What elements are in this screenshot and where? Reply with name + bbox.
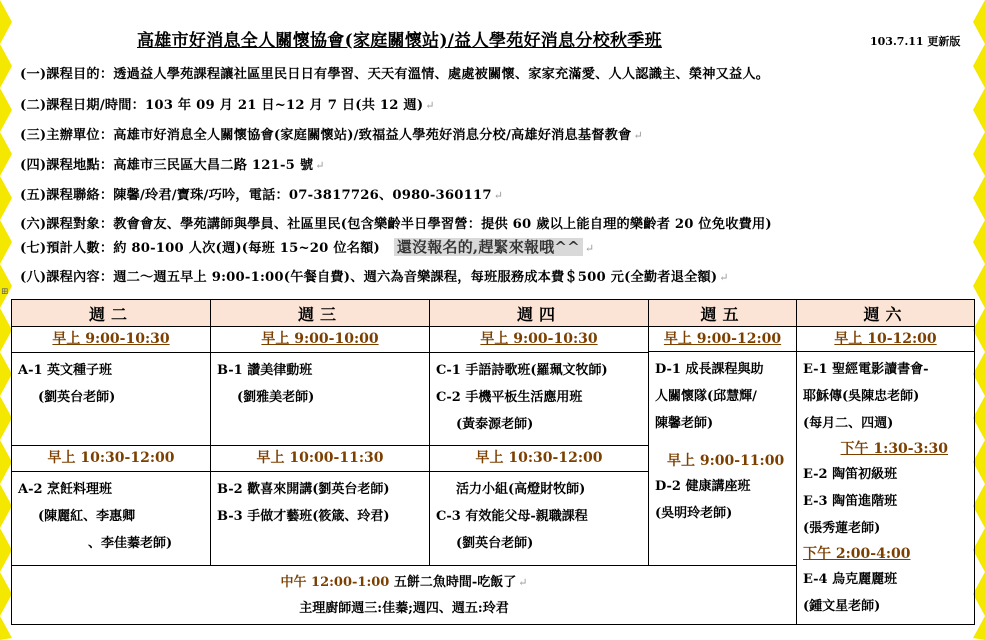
info-line-contact: (五)課程聯絡：陳馨/玲君/寶珠/巧吟，電話：07-3817726、0980-360117 ↵: [20, 188, 504, 203]
day-header-row: [12, 300, 975, 327]
sat-course-e4-teacher: (鍾文星老師): [803, 599, 881, 614]
tue-course-a2-teacher-2: 、李佳蓁老師): [88, 536, 173, 552]
update-version: 103.7.11 更新版: [870, 35, 961, 48]
fri-course-d1-line3: 陳馨老師): [655, 416, 714, 431]
sat-time-2: 下午 1:30-3:30: [840, 441, 948, 457]
day-wed: 週三: [211, 300, 430, 327]
day-sat: 週六: [797, 300, 975, 327]
thu-course-vitality: 活力小組(高燈財牧師): [456, 482, 586, 498]
wed-course-b2: B-2 歡喜來開講(劉英台老師): [217, 482, 390, 498]
table-anchor-icon: ⊞: [1, 287, 9, 297]
sat-course-e2: E-2 陶笛初級班: [803, 467, 898, 482]
thu-course-c2: C-2 手機平板生活應用班: [436, 389, 583, 405]
thu-course-c1: C-1 手語詩歌班(羅珮文牧師): [436, 362, 608, 378]
lunch-time: 中午 12:00-1:00: [280, 574, 390, 590]
info-line-organizer: (三)主辦單位：高雄市好消息全人關懷協會(家庭關懷站)/致福益人學苑好消息分校/高雄好消息基督教會 ↵: [20, 128, 643, 143]
wed-time-2: 早上 10:00-11:30: [256, 450, 384, 467]
info-line-purpose: (一)課程目的：透過益人學苑課程讓社區里民日日有學習、天天有溫情、處處被關懷、家家充滿愛、人人認識主、榮神又益人。: [20, 67, 770, 82]
sat-course-e1-line3: (每月二、四週): [803, 416, 894, 431]
wed-course-b3: B-3 手做才藝班(筱箴、玲君): [217, 509, 390, 525]
fri-time-1: 早上 9:00-12:00: [663, 331, 782, 347]
thu-course-c2-teacher: (黃泰源老師): [456, 416, 534, 432]
day-tue: 週二: [12, 300, 211, 327]
wed-course-b1-teacher: (劉雅美老師): [237, 389, 315, 405]
tue-course-a2-teacher-1: (陳麗紅、李惠卿: [38, 509, 136, 525]
tue-time-2: 早上 10:30-12:00: [47, 450, 175, 467]
thu-course-c3-teacher: (劉英台老師): [456, 536, 534, 552]
document-title: 高雄市好消息全人關懷協會(家庭關懷站)/益人學苑好消息分校秋季班: [137, 31, 662, 51]
info-line-audience: (六)課程對象：教會會友、學苑講師與學員、社區里民(包含樂齡半日學習營：提供 60 歲以上能自理的樂齡者 20 位免收費用): [20, 217, 772, 232]
sat-course-e1-line2: 耶穌傳(吳陳忠老師): [803, 389, 920, 404]
fri-time-2: 早上 9:00-11:00: [667, 453, 785, 469]
sat-time-1: 早上 10-12:00: [834, 331, 937, 347]
wed-course-b1: B-1 讚美律動班: [217, 362, 313, 378]
day-thu: 週四: [430, 300, 649, 327]
fri-course-d2-teacher: (吳明玲老師): [655, 506, 733, 521]
thu-course-c3: C-3 有效能父母-親職課程: [436, 509, 588, 525]
info-line-date: (二)課程日期/時間：103 年 09 月 21 日~12 月 7 日(共 12 週) ↵: [20, 98, 435, 113]
signup-highlight: 還沒報名的,趕緊來報哦^^: [394, 238, 583, 256]
tue-course-a1: A-1 英文種子班: [18, 362, 113, 378]
tue-course-a2: A-2 烹飪料理班: [18, 482, 113, 498]
lunch-row: 中午 12:00-1:00 五餅二魚時間-吃飯了 ↵ 主理廚師週三:佳蓁;週四、週五:玲君: [12, 565, 797, 624]
tue-time-1: 早上 9:00-10:30: [52, 331, 170, 347]
sat-course-e23-teacher: (張秀蓮老師): [803, 521, 881, 536]
sat-course-e3: E-3 陶笛進階班: [803, 494, 898, 509]
fri-course-d1-line2: 人關懷隊(邱慧輝/: [655, 389, 757, 404]
info-line-content: (八)課程內容：週二～週五早上 9:00-1:00(午餐自費)、週六為音樂課程，每班服務成本費＄500 元(全勤者退全額) ↵: [20, 270, 729, 285]
lunch-chefs: 主理廚師週三:佳蓁;週四、週五:玲君: [299, 600, 509, 616]
wed-time-1: 早上 9:00-10:00: [261, 331, 379, 347]
sat-course-e1: E-1 聖經電影讀書會-: [803, 362, 929, 377]
thu-time-2: 早上 10:30-12:00: [475, 450, 603, 467]
day-fri: 週五: [649, 300, 797, 327]
info-line-location: (四)課程地點：高雄市三民區大昌二路 121-5 號 ↵: [20, 158, 325, 173]
fri-course-d1: D-1 成長課程與助: [655, 362, 764, 377]
fri-column: [649, 327, 797, 566]
sat-column: [797, 327, 975, 625]
thu-time-1: 早上 9:00-10:30: [480, 331, 598, 347]
lunch-text: 五餅二魚時間-吃飯了: [393, 574, 517, 590]
schedule-table: [11, 299, 975, 625]
sat-time-3: 下午 2:00-4:00: [803, 546, 911, 562]
fri-course-d2: D-2 健康講座班: [655, 479, 751, 494]
info-line-capacity: (七)預計人數：約 80-100 人次(週)(每班 15~20 位名額) 還沒報名的,趕緊來報哦^^ ↵: [20, 238, 595, 256]
sat-course-e4: E-4 烏克麗麗班: [803, 572, 898, 587]
tue-course-a1-teacher: (劉英台老師): [38, 389, 116, 405]
